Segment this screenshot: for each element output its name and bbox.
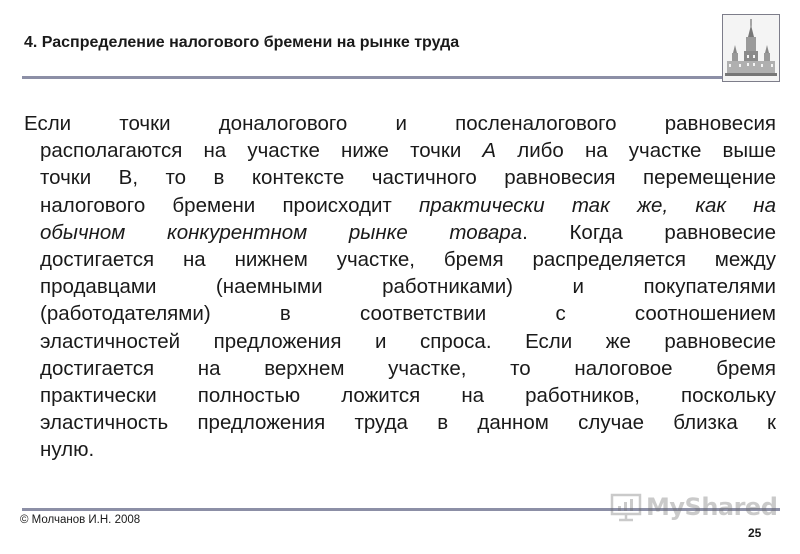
body-text-segment: эластичность предложения труда в данном случае близка к (40, 411, 776, 435)
body-text-segment: Если точки доналогового и посленалогового равновесия (24, 112, 776, 135)
body-line (24, 164, 776, 191)
slide-body-text (24, 110, 776, 464)
body-text-segment: эластичностей предложения и спроса. Если же равновесие (40, 329, 776, 353)
title-divider (22, 76, 722, 79)
body-line (24, 409, 776, 436)
body-italic-text: практически так же, как на (419, 193, 776, 217)
body-line (24, 355, 776, 382)
body-line (24, 137, 776, 164)
body-text-segment: нулю. (40, 438, 95, 462)
body-line (24, 192, 776, 219)
body-text-segment: либо на участке выше (496, 139, 776, 163)
body-text-segment: достигается на нижнем участке, бремя распределяется между (40, 248, 776, 272)
watermark (610, 490, 777, 524)
body-text-segment: продавцами (наемными работниками) и покупателями (40, 275, 776, 299)
body-text-segment: (работодателями) в соответствии с соотношением (40, 302, 776, 326)
watermark-text: MyShared (646, 493, 778, 521)
body-italic-text: А (482, 139, 497, 163)
body-line (24, 300, 776, 327)
body-text-segment: практически полностью ложится на работников, поскольку (40, 384, 776, 408)
page-number: 25 (748, 526, 762, 540)
copyright-text: © Молчанов И.Н. 2008 (20, 514, 141, 526)
body-text-segment: точки B, то в контексте частичного равновесия перемещение (40, 166, 776, 190)
body-line (24, 219, 776, 246)
body-line (24, 382, 776, 409)
body-text-segment: располагаются на участке ниже точки (40, 139, 483, 163)
university-logo (722, 14, 780, 82)
body-line (24, 328, 776, 355)
body-line (24, 436, 776, 463)
body-text-segment: . Когда равновесие (522, 220, 777, 244)
body-text-segment: достигается на верхнем участке, то налоговое бремя (40, 356, 776, 380)
university-building-icon (723, 15, 779, 81)
body-italic-text: обычном конкурентном рынке товара (40, 220, 523, 244)
body-line (24, 110, 776, 137)
body-line (24, 273, 776, 300)
body-text-segment: налогового бремени происходит (40, 193, 420, 217)
slide-title: 4. Распределение налогового бремени на рынке труда (24, 34, 460, 51)
presentation-icon (610, 492, 642, 522)
body-line (24, 246, 776, 273)
